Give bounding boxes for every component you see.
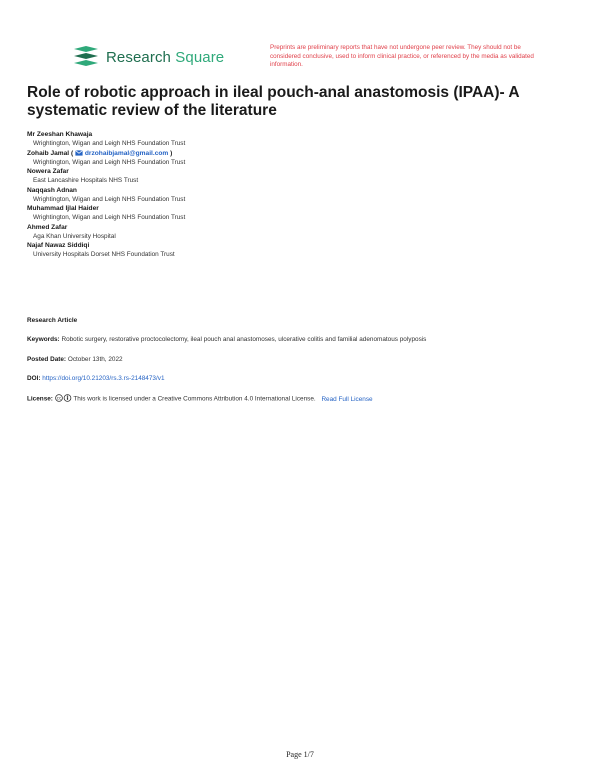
posted-date-label: Posted Date: (27, 356, 67, 363)
author-name: Ahmed Zafar (27, 223, 68, 231)
article-type: Research Article (27, 317, 78, 324)
posted-date (27, 356, 577, 363)
doi (27, 375, 577, 382)
keywords (27, 336, 577, 343)
author-affiliation: Wrightington, Wigan and Leigh NHS Foundation Trust (33, 158, 186, 166)
posted-date-value: October 13th, 2022 (67, 356, 123, 363)
read-full-license-link[interactable]: Read Full License (321, 395, 373, 403)
author-name: Naqqash Adnan (27, 186, 77, 194)
author (27, 167, 567, 186)
logo-text: Research Square (106, 48, 225, 66)
author-affiliation: University Hospitals Dorset NHS Foundation Trust (33, 251, 175, 258)
header (74, 44, 554, 74)
email-icon (75, 150, 83, 156)
research-square-logo[interactable] (74, 46, 224, 68)
article-title: Role of robotic approach in ileal pouch-anal anastomosis (IPAA)- A systematic review of the literature (27, 84, 520, 119)
research-square-logo-icon (74, 46, 100, 68)
author-affiliation: Aga Khan University Hospital (33, 232, 116, 240)
author-name: Mr Zeeshan Khawaja (27, 131, 93, 138)
author (27, 241, 567, 260)
author-affiliation: East Lancashire Hospitals NHS Trust (33, 177, 139, 184)
svg-text:cc: cc (56, 395, 61, 401)
creative-commons-by-icon (55, 394, 72, 402)
license-label: License: (27, 395, 53, 403)
author-affiliation: Wrightington, Wigan and Leigh NHS Foundation Trust (33, 195, 186, 203)
license (27, 394, 577, 403)
author-name: Zohaib Jamal ( drzohaibjamal@gmail.com ) (27, 149, 173, 157)
author-affiliation: Wrightington, Wigan and Leigh NHS Foundation Trust (33, 214, 186, 221)
author-list (27, 130, 567, 260)
author-email-link[interactable]: drzohaibjamal@gmail.com (84, 149, 169, 157)
author (27, 149, 567, 168)
author (27, 186, 567, 205)
author (27, 130, 567, 149)
author-name: Muhammad Ijlal Haider (27, 205, 99, 212)
author (27, 204, 567, 223)
author-name: Najaf Nawaz Siddiqi (27, 242, 90, 249)
preprint-disclaimer: Preprints are preliminary reports that have not undergone peer review. They should not be considered conclusive, used to inform clinical practice, or referenced by the media as validated information. (270, 44, 534, 68)
keywords-label: Keywords: (27, 336, 60, 343)
keywords-value: Robotic surgery, restorative proctocolectomy, ileal pouch anal anastomoses, ulcerative colitis and familial adenomatous polyposis (61, 336, 427, 343)
author (27, 223, 567, 242)
page-number: Page 1/7 (286, 750, 314, 759)
author-name: Nowera Zafar (27, 168, 69, 175)
doi-link[interactable]: https://doi.org/10.21203/rs.3.rs-2148473/v1 (42, 375, 165, 382)
license-text: This work is licensed under a Creative Commons Attribution 4.0 International License. (73, 395, 316, 403)
doi-label: DOI: (27, 375, 41, 382)
author-affiliation: Wrightington, Wigan and Leigh NHS Foundation Trust (33, 140, 186, 147)
